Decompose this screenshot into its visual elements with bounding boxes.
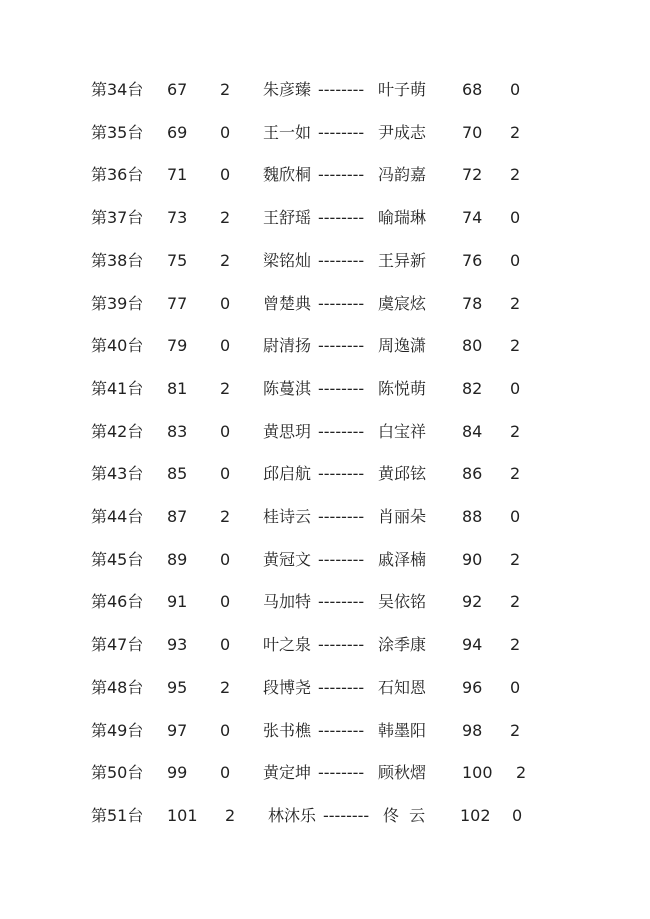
seed-left: 101	[167, 805, 198, 825]
table-number: 第45台	[91, 549, 144, 569]
pairing-row	[0, 673, 650, 703]
player-right-name: 黄邱铉	[378, 464, 427, 484]
table-number: 第34台	[91, 80, 144, 99]
score-left: 2	[220, 208, 231, 228]
versus-separator: --------	[318, 720, 365, 740]
seed-left: 79	[167, 336, 188, 356]
seed-left: 67	[167, 80, 188, 99]
seed-right: 78	[462, 293, 483, 313]
score-left: 2	[220, 80, 231, 99]
player-left-name: 邱启航	[263, 464, 312, 484]
player-left-name: 陈蔓淇	[263, 378, 312, 398]
score-left: 2	[220, 250, 231, 270]
seed-right: 92	[462, 592, 483, 612]
table-number: 第51台	[91, 805, 144, 825]
player-right-name: 虞宸炫	[378, 293, 427, 313]
table-number: 第48台	[91, 677, 144, 697]
versus-separator: --------	[318, 549, 365, 569]
table-number: 第37台	[91, 208, 144, 228]
seed-left: 75	[167, 250, 188, 270]
table-number: 第47台	[91, 635, 144, 655]
versus-separator: --------	[318, 208, 365, 228]
seed-right: 96	[462, 677, 483, 697]
versus-separator: --------	[318, 677, 365, 697]
player-left-name: 马加特	[263, 592, 312, 612]
seed-right: 86	[462, 464, 483, 484]
seed-left: 93	[167, 635, 188, 655]
score-right: 2	[510, 122, 521, 142]
score-left: 0	[220, 122, 231, 142]
player-left-name: 黄定坤	[263, 763, 312, 783]
score-left: 2	[225, 805, 236, 825]
seed-right: 68	[462, 80, 483, 99]
player-right-name: 周逸潇	[378, 336, 427, 356]
versus-separator: --------	[318, 293, 365, 313]
seed-right: 76	[462, 250, 483, 270]
score-left: 0	[220, 763, 231, 783]
player-left-name: 魏欣桐	[263, 165, 312, 185]
score-right: 0	[512, 805, 523, 825]
player-left-name: 黄思玥	[263, 421, 312, 441]
score-left: 2	[220, 677, 231, 697]
score-right: 2	[510, 592, 521, 612]
seed-left: 87	[167, 507, 188, 526]
score-right: 0	[510, 80, 521, 99]
seed-left: 73	[167, 208, 188, 228]
player-left-name: 叶之泉	[263, 635, 312, 655]
score-left: 0	[220, 336, 231, 356]
score-left: 0	[220, 165, 231, 185]
seed-right: 70	[462, 122, 483, 142]
seed-left: 77	[167, 293, 188, 313]
player-left-name: 尉清扬	[263, 336, 312, 356]
player-right-name: 吴依铭	[378, 592, 427, 612]
player-left-name: 张书樵	[263, 720, 312, 740]
table-number: 第35台	[91, 122, 144, 142]
seed-left: 95	[167, 677, 188, 697]
pairing-row	[0, 246, 650, 276]
seed-right: 88	[462, 507, 483, 526]
player-left-name: 王一如	[263, 122, 312, 142]
seed-left: 81	[167, 378, 188, 398]
seed-right: 100	[462, 763, 493, 783]
player-right-name: 白宝祥	[378, 421, 427, 441]
pairing-row	[0, 459, 650, 489]
player-right-name: 石知恩	[378, 677, 427, 697]
score-right: 2	[510, 336, 521, 356]
player-right-name: 佟 云	[383, 805, 426, 825]
pairing-row	[0, 160, 650, 190]
pairing-row	[0, 801, 650, 831]
player-left-name: 段博尧	[263, 677, 312, 697]
player-left-name: 林沐乐	[268, 805, 317, 825]
player-right-name: 韩墨阳	[378, 720, 427, 740]
score-left: 0	[220, 635, 231, 655]
player-right-name: 戚泽楠	[378, 549, 427, 569]
score-right: 0	[510, 250, 521, 270]
player-left-name: 桂诗云	[263, 507, 312, 526]
score-right: 2	[510, 635, 521, 655]
player-left-name: 朱彦臻	[263, 80, 312, 99]
versus-separator: --------	[318, 763, 365, 783]
score-right: 0	[510, 507, 521, 526]
seed-left: 71	[167, 165, 188, 185]
score-right: 0	[510, 208, 521, 228]
seed-right: 94	[462, 635, 483, 655]
score-left: 0	[220, 720, 231, 740]
score-left: 0	[220, 549, 231, 569]
player-left-name: 王舒瑶	[263, 208, 312, 228]
score-left: 0	[220, 464, 231, 484]
versus-separator: --------	[318, 507, 365, 526]
pairing-row	[0, 545, 650, 575]
pairing-row	[0, 716, 650, 746]
score-right: 0	[510, 378, 521, 398]
pairing-row	[0, 502, 650, 532]
player-right-name: 尹成志	[378, 122, 427, 142]
seed-right: 80	[462, 336, 483, 356]
versus-separator: --------	[318, 80, 365, 99]
score-right: 2	[510, 293, 521, 313]
player-left-name: 曾楚典	[263, 293, 312, 313]
pairing-row	[0, 630, 650, 660]
table-number: 第39台	[91, 293, 144, 313]
score-right: 2	[510, 549, 521, 569]
player-right-name: 喻瑞琳	[378, 208, 427, 228]
pairing-row	[0, 587, 650, 617]
versus-separator: --------	[318, 635, 365, 655]
versus-separator: --------	[318, 464, 365, 484]
versus-separator: --------	[318, 250, 365, 270]
table-number: 第49台	[91, 720, 144, 740]
score-left: 2	[220, 507, 231, 526]
table-number: 第36台	[91, 165, 144, 185]
pairing-row	[0, 758, 650, 788]
pairing-row	[0, 417, 650, 447]
score-left: 0	[220, 293, 231, 313]
pairing-row	[0, 374, 650, 404]
versus-separator: --------	[318, 378, 365, 398]
pairing-row	[0, 203, 650, 233]
score-right: 2	[516, 763, 527, 783]
player-right-name: 王异新	[378, 250, 427, 270]
player-left-name: 梁铭灿	[263, 250, 312, 270]
seed-right: 82	[462, 378, 483, 398]
table-number: 第40台	[91, 336, 144, 356]
versus-separator: --------	[318, 122, 365, 142]
score-left: 0	[220, 592, 231, 612]
seed-left: 83	[167, 421, 188, 441]
player-right-name: 涂季康	[378, 635, 427, 655]
table-number: 第43台	[91, 464, 144, 484]
pairing-row	[0, 331, 650, 361]
versus-separator: --------	[318, 336, 365, 356]
table-number: 第38台	[91, 250, 144, 270]
seed-right: 98	[462, 720, 483, 740]
seed-left: 89	[167, 549, 188, 569]
player-right-name: 肖丽朵	[378, 507, 427, 526]
score-left: 2	[220, 378, 231, 398]
seed-left: 99	[167, 763, 188, 783]
player-right-name: 叶子萌	[378, 80, 427, 99]
player-right-name: 顾秋熠	[378, 763, 427, 783]
score-right: 2	[510, 720, 521, 740]
player-right-name: 冯韵嘉	[378, 165, 427, 185]
table-number: 第42台	[91, 421, 144, 441]
seed-right: 72	[462, 165, 483, 185]
versus-separator: --------	[318, 165, 365, 185]
seed-right: 74	[462, 208, 483, 228]
score-right: 2	[510, 464, 521, 484]
seed-left: 97	[167, 720, 188, 740]
table-number: 第44台	[91, 507, 144, 526]
pairing-row	[0, 289, 650, 319]
pairing-row	[0, 75, 650, 105]
score-left: 0	[220, 421, 231, 441]
score-right: 0	[510, 677, 521, 697]
seed-right: 102	[460, 805, 491, 825]
seed-left: 69	[167, 122, 188, 142]
player-left-name: 黄冠文	[263, 549, 312, 569]
pairing-row	[0, 118, 650, 148]
seed-right: 84	[462, 421, 483, 441]
versus-separator: --------	[318, 592, 365, 612]
player-right-name: 陈悦萌	[378, 378, 427, 398]
seed-left: 91	[167, 592, 188, 612]
versus-separator: --------	[323, 805, 370, 825]
versus-separator: --------	[318, 421, 365, 441]
seed-right: 90	[462, 549, 483, 569]
table-number: 第50台	[91, 763, 144, 783]
score-right: 2	[510, 165, 521, 185]
table-number: 第41台	[91, 378, 144, 398]
seed-left: 85	[167, 464, 188, 484]
table-number: 第46台	[91, 592, 144, 612]
score-right: 2	[510, 421, 521, 441]
